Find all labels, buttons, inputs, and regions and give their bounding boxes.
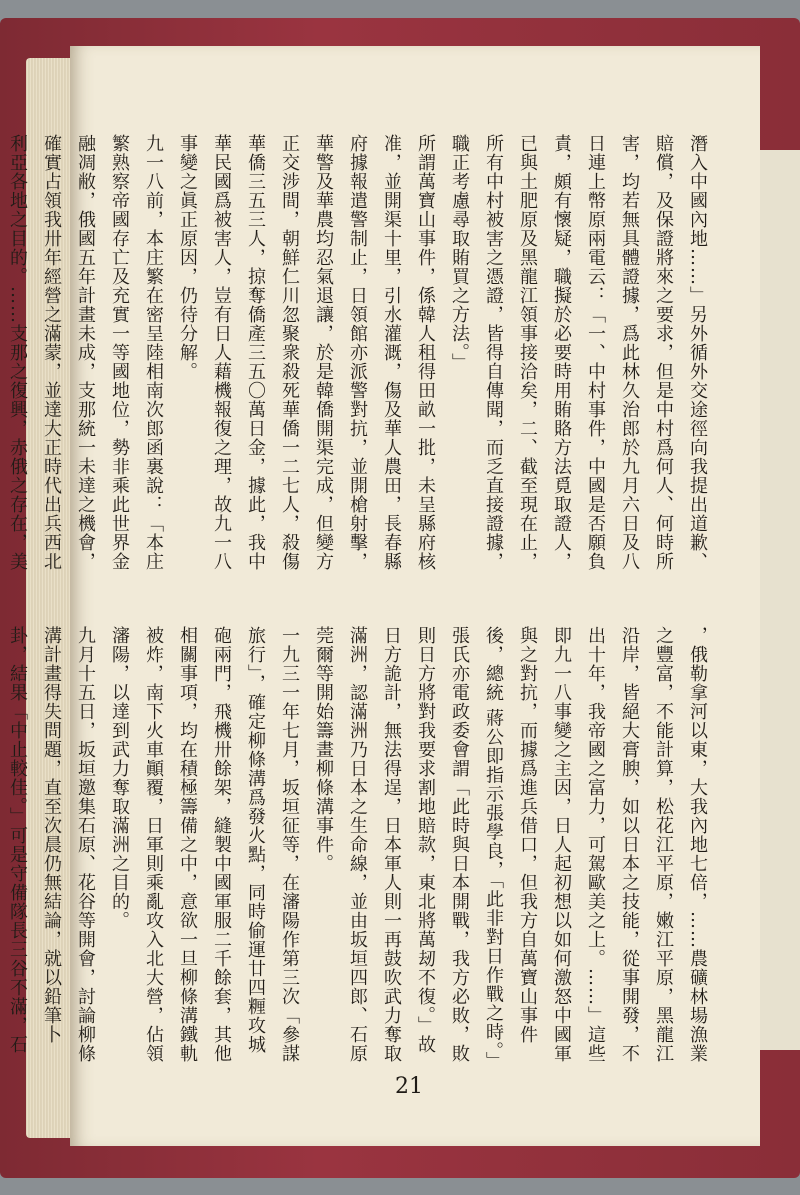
- page-number: 21: [395, 1074, 423, 1099]
- text-block-top: 潛入中國內地……」另外循外交途徑向我提出道歉、賠償，及保證將來之要求，但是中村爲何人、何時所害，均若無具體證據，爲此林久治郎於九月六日及八日連上幣原兩電云：「一、中村事件，中國是否願負責，頗有懷疑，職擬於必要時用賄賂方法覓取證人，已與土肥原及黑龍江領事接洽矣，二、截至現在止，所有中村被害之憑證，皆得自傳聞，而乏直接證據，職正考慮尋取賄買之方法。」 所謂萬寶山事件，係韓人租得田畝一批，未呈縣府核准，並開渠十里，引水灌溉，傷及華人農田，長春縣府據報遣警制止，日領館亦派警對抗，並開槍射擊，華警及華農均忍氣退讓，於是韓僑開渠完成，但變方正交涉間，朝鮮仁川忽聚衆殺死華僑一二七人，殺傷華僑三五三人，掠奪僑產三五〇萬日金，據此，我中華民國爲被害人，豈有日人藉機報復之理，故九一八事變之眞正原因，仍待分解。 九一八前，本庄繁在密呈陸相南次郎函裏說：「本庄繁熟察帝國存亡及充實一等國地位，勢非乘此世界金融凋敝，俄國五年計畫未成，支那統一未達之機會，確實占領我卅年經營之滿蒙，並達大正時代出兵西北利亞各地之目的。……支那之復興，赤俄之存在，美: [7, 134, 708, 571]
- text-block-bottom: ，俄勒拿河以東，大我內地七倍，……農礦林場漁業之豐富，不能計算，松花江平原，嫩江平原，黑龍江沿岸，皆絕大膏腴，如以日本之技能，從事開發，不出十年，我帝國之富力，可駕歐美之上。……」這些即九一八事變之主因，日人起初想以如何激怒中國軍與之對抗，而據爲進兵借口，但我方自萬寶山事件後，總統 蔣公即指示張學良，「此非對日作戰之時。」張氏亦電政委會謂「此時與日本開戰，我方必敗，敗則日方將對我要求割地賠款，東北將萬刼不復。」故日方詭計，無法得逞，日本軍人則一再鼓吹武力奪取滿洲，認滿洲乃日本之生命線，並由坂垣四郎、石原莞爾等開始籌畫柳條溝事件。 一九三一年七月，坂垣征等，在瀋陽作第三次「參謀旅行」，確定柳條溝爲發火點，同時偷運廿四糎攻城砲兩門，飛機卅餘架，縫製中國軍服二千餘套，其他相關事項，均在積極籌備之中，意欲一旦柳條溝鐵軌被炸，南下火車顚覆，日軍則乘亂攻入北大營，佔領瀋陽，以達到武力奪取滿洲之目的。 九月十五日，坂垣邀集石原、花谷等開會，討論柳條溝計畫得失問題，直至次晨仍無結論，就以鉛筆卜卦，結果「中止較佳。」可是守備隊長三谷不滿，石: [7, 626, 708, 1063]
- adjacent-page: [760, 150, 800, 1050]
